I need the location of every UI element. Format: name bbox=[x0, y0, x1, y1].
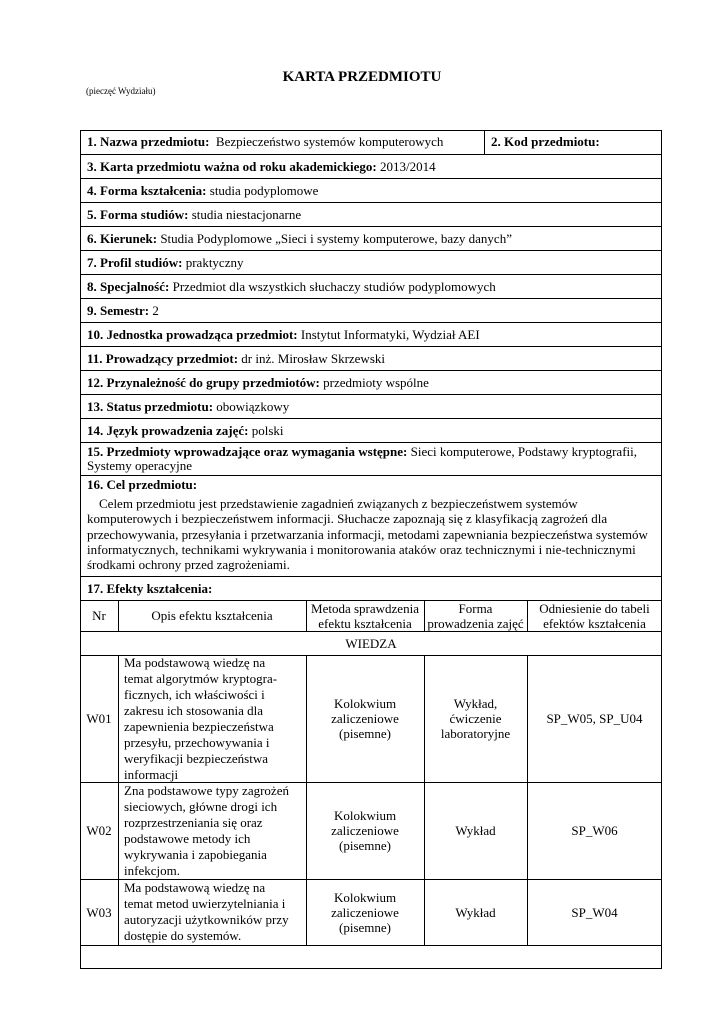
column-header-method: Metoda sprawdzenia efektu kształcenia bbox=[311, 600, 419, 631]
effect-description: Zna podstawowe typy zagrożeń sieciowych, główne drogi ich rozprzestrzeniania się oraz podstawowe metody ich wykrywania i zapobiegania infekcjom. bbox=[124, 782, 289, 878]
field-row-4 bbox=[80, 179, 662, 203]
field-row-13 bbox=[80, 395, 662, 419]
field-label: 17. Efekty kształcenia: bbox=[87, 581, 213, 596]
field-label: 14. Język prowadzenia zajęć: bbox=[87, 423, 249, 438]
effect-reference: SP_W04 bbox=[571, 904, 618, 920]
field-row-11 bbox=[80, 347, 662, 371]
column-header-nr: Nr bbox=[92, 608, 106, 623]
field-label: 1. Nazwa przedmiotu: bbox=[87, 134, 210, 149]
field-row-5 bbox=[80, 203, 662, 227]
effect-description: Ma podstawową wiedzę na temat metod uwierzytelniania i autoryzacji użytkowników przy dostępie do systemów. bbox=[124, 880, 289, 943]
field-label: 9. Semestr: bbox=[87, 303, 150, 318]
field-row-15 bbox=[80, 443, 662, 476]
field-value: 2013/2014 bbox=[379, 159, 436, 174]
divider bbox=[80, 576, 662, 577]
field-value: Przedmiot dla wszystkich słuchaczy studiów podyplomowych bbox=[172, 279, 496, 294]
effect-nr: W02 bbox=[86, 823, 112, 838]
divider bbox=[80, 945, 662, 946]
effect-form: Wykład, ćwiczenie laboratoryjne bbox=[440, 696, 511, 741]
field-value: przedmioty wspólne bbox=[323, 375, 429, 390]
divider bbox=[484, 130, 485, 155]
field-value: 2 bbox=[152, 303, 159, 318]
field-label: 5. Forma studiów: bbox=[87, 207, 189, 222]
field-label: 3. Karta przedmiotu ważna od roku akademickiego: bbox=[87, 159, 377, 174]
effect-description: Ma podstawową wiedzę na temat algorytmów kryptogra-ficznych, ich właściwości i zakresu ich stosowania dla zapewnienia bezpieczeństwa przesyłu, przechowywania i weryfikacji bezpieczeństwa informacji bbox=[124, 654, 278, 782]
field-value: Sieci komputerowe, Podstawy kryptografii, Systemy operacyjne bbox=[87, 444, 638, 473]
column-header-description: Opis efektu kształcenia bbox=[151, 608, 273, 623]
field-value: Studia Podyplomowe „Sieci i systemy komputerowe, bazy danych” bbox=[160, 231, 512, 246]
field-value: studia podyplomowe bbox=[209, 183, 319, 198]
page-title: KARTA PRZEDMIOTU bbox=[282, 69, 442, 85]
field-row-8 bbox=[80, 275, 662, 299]
field-value: Bezpieczeństwo systemów komputerowych bbox=[215, 134, 444, 149]
effect-reference: SP_W05, SP_U04 bbox=[546, 711, 643, 726]
field-label: 15. Przedmioty wprowadzające oraz wymagania wstępne: bbox=[87, 444, 408, 459]
field-row-9 bbox=[80, 299, 662, 323]
field-label: 6. Kierunek: bbox=[87, 231, 158, 246]
field-label: 10. Jednostka prowadząca przedmiot: bbox=[87, 327, 298, 342]
section-label-knowledge: WIEDZA bbox=[345, 635, 397, 651]
field-value: Celem przedmiotu jest przedstawienie zagadnień związanych z bezpieczeństwem systemów komputerowych i bezpieczeństwem informacji. Słuchacze zapoznają się z klasyfikacją zagrożeń dla przechowywania, przesyłania i przetwarzania informacji, metodami zapewniania bezpieczeństwa systemów informatycznych, technikami wykrywania i monitorowania ataków oraz technicznymi i nie-technicznymi środkami ochrony przed zagrożeniami. bbox=[87, 496, 648, 573]
field-row-14 bbox=[80, 419, 662, 443]
effect-method: Kolokwium zaliczeniowe (pisemne) bbox=[331, 808, 399, 853]
field-label: 16. Cel przedmiotu: bbox=[87, 477, 198, 492]
field-label: 7. Profil studiów: bbox=[87, 255, 183, 270]
field-label: 11. Prowadzący przedmiot: bbox=[87, 351, 239, 366]
field-row-10 bbox=[80, 323, 662, 347]
field-value: polski bbox=[251, 423, 284, 438]
field-row-6 bbox=[80, 227, 662, 251]
effect-nr: W01 bbox=[86, 711, 112, 726]
field-value: praktyczny bbox=[185, 255, 244, 270]
field-label: 13. Status przedmiotu: bbox=[87, 399, 214, 414]
effect-method: Kolokwium zaliczeniowe (pisemne) bbox=[331, 696, 399, 741]
field-row-7 bbox=[80, 251, 662, 275]
course-goal bbox=[80, 496, 662, 576]
effect-method: Kolokwium zaliczeniowe (pisemne) bbox=[331, 889, 399, 935]
field-label: 2. Kod przedmiotu: bbox=[491, 134, 600, 149]
effect-form: Wykład bbox=[455, 904, 496, 920]
faculty-stamp-label: (pieczęć Wydziału) bbox=[86, 86, 156, 96]
effect-reference: SP_W06 bbox=[571, 823, 618, 838]
effect-nr: W03 bbox=[86, 904, 112, 920]
column-header-form: Forma prowadzenia zajęć bbox=[427, 600, 524, 631]
field-label: 12. Przynależność do grupy przedmiotów: bbox=[87, 375, 320, 390]
field-row-12 bbox=[80, 371, 662, 395]
field-label: 4. Forma kształcenia: bbox=[87, 183, 207, 198]
field-value: obowiązkowy bbox=[216, 399, 290, 414]
effect-form: Wykład bbox=[455, 823, 496, 838]
field-value: studia niestacjonarne bbox=[191, 207, 302, 222]
field-row-3 bbox=[80, 155, 662, 179]
column-header-reference: Odniesienie do tabeli efektów kształcenia bbox=[539, 600, 650, 631]
field-label: 8. Specjalność: bbox=[87, 279, 170, 294]
field-value: Instytut Informatyki, Wydział AEI bbox=[300, 327, 480, 342]
field-value: dr inż. Mirosław Skrzewski bbox=[241, 351, 385, 366]
